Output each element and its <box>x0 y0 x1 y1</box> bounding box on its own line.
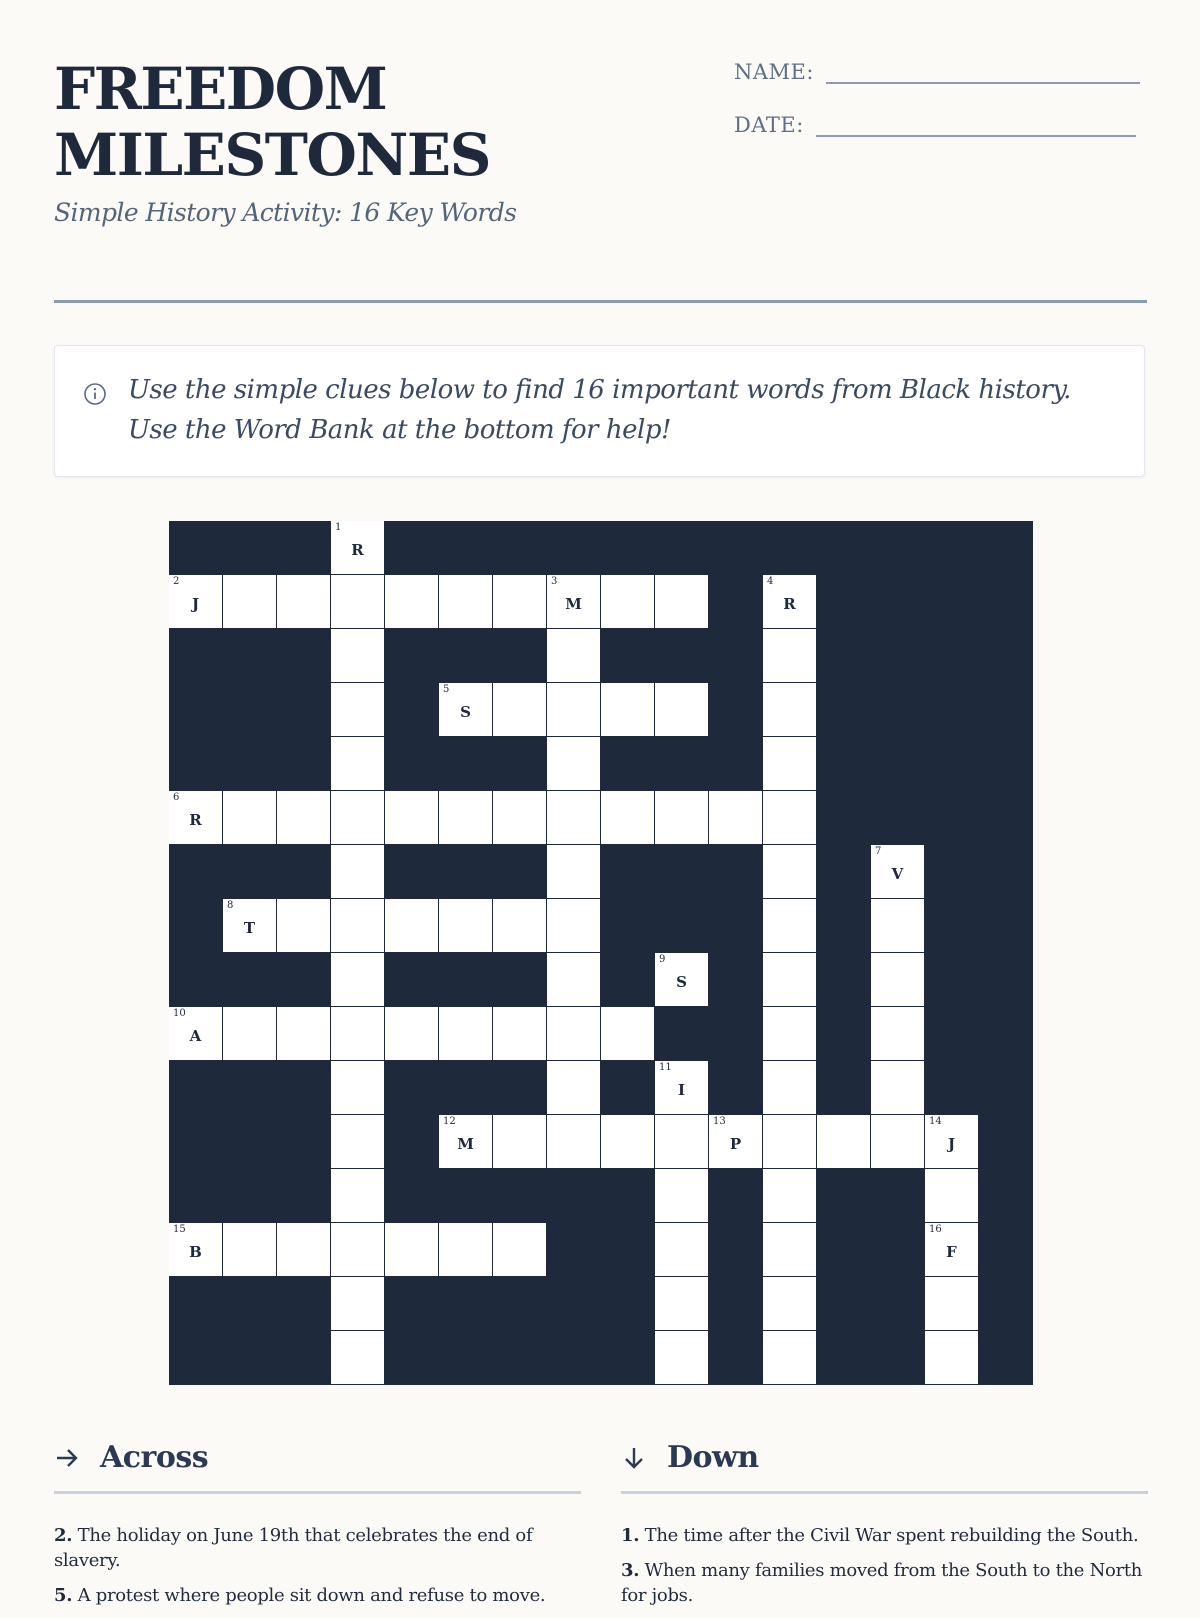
crossword-cell[interactable] <box>439 683 492 736</box>
crossword-cell[interactable] <box>547 575 600 628</box>
crossword-cell[interactable] <box>763 1115 816 1168</box>
crossword-cell[interactable] <box>331 899 384 952</box>
crossword-cell[interactable] <box>493 575 546 628</box>
starting-letter: R <box>783 595 796 613</box>
name-field[interactable] <box>734 60 1140 84</box>
crossword-cell[interactable] <box>763 1331 816 1384</box>
crossword-cell[interactable] <box>385 575 438 628</box>
crossword-cell[interactable] <box>925 1331 978 1384</box>
clue-number: 8 <box>227 900 234 911</box>
crossword-cell[interactable] <box>547 899 600 952</box>
crossword-cell[interactable] <box>547 845 600 898</box>
crossword-cell[interactable] <box>223 791 276 844</box>
crossword-cell[interactable] <box>493 899 546 952</box>
down-header <box>621 1440 759 1475</box>
crossword-cell[interactable] <box>763 953 816 1006</box>
date-field[interactable] <box>734 113 1136 137</box>
crossword-cell[interactable] <box>169 575 222 628</box>
down-clues <box>621 1523 1148 1618</box>
crossword-cell[interactable] <box>385 1007 438 1060</box>
clue-number: 10 <box>173 1008 186 1019</box>
crossword-cell[interactable] <box>601 1007 654 1060</box>
clue-number: 2 <box>173 576 180 587</box>
crossword-cell[interactable] <box>385 899 438 952</box>
clue-number: 16 <box>929 1224 942 1235</box>
crossword-cell[interactable] <box>439 791 492 844</box>
starting-letter: P <box>729 1135 742 1153</box>
crossword-cell[interactable] <box>331 791 384 844</box>
starting-letter: R <box>189 811 202 829</box>
across-clue: 5. A protest where people sit down and refuse to move. <box>54 1585 546 1606</box>
clue-number: 1 <box>335 522 342 533</box>
crossword-cell[interactable] <box>547 629 600 682</box>
starting-letter: M <box>457 1135 474 1153</box>
crossword-cell[interactable] <box>331 845 384 898</box>
crossword-cell[interactable] <box>331 953 384 1006</box>
crossword-cell[interactable] <box>655 1169 708 1222</box>
starting-letter: M <box>565 595 582 613</box>
crossword-cell[interactable] <box>655 791 708 844</box>
clue-number: 15 <box>173 1224 186 1235</box>
crossword-cell[interactable] <box>709 791 762 844</box>
instructions-text: Use the simple clues below to find 16 important words from Black history. Use the Word Bank at the bottom for help! <box>128 375 1071 445</box>
crossword-cell[interactable] <box>871 1007 924 1060</box>
info-circle-icon <box>83 382 107 406</box>
crossword-cell[interactable] <box>763 737 816 790</box>
crossword-cell[interactable] <box>439 575 492 628</box>
crossword-cell[interactable] <box>601 575 654 628</box>
down-divider <box>621 1491 1148 1494</box>
starting-letter: S <box>676 973 687 991</box>
worksheet-title <box>54 56 490 188</box>
starting-letter: F <box>946 1243 957 1261</box>
crossword-cell[interactable] <box>763 683 816 736</box>
crossword-cell[interactable] <box>655 575 708 628</box>
crossword-cell[interactable] <box>763 845 816 898</box>
arrow-right-icon <box>54 1445 80 1471</box>
date-line[interactable] <box>816 115 1136 137</box>
starting-letter: S <box>460 703 471 721</box>
crossword-cell[interactable] <box>439 1223 492 1276</box>
crossword-cell[interactable] <box>655 1061 708 1114</box>
crossword-cell[interactable] <box>547 953 600 1006</box>
down-clue: 1. The time after the Civil War spent rebuilding the South. <box>621 1525 1139 1546</box>
crossword-cell[interactable] <box>331 1115 384 1168</box>
crossword-cell[interactable] <box>763 1223 816 1276</box>
crossword-cell[interactable] <box>871 899 924 952</box>
arrow-down-icon <box>621 1445 647 1471</box>
crossword-cell[interactable] <box>385 791 438 844</box>
crossword-cell[interactable] <box>763 575 816 628</box>
crossword-grid <box>169 521 1033 1385</box>
crossword-cell[interactable] <box>655 1277 708 1330</box>
crossword-cell[interactable] <box>871 1115 924 1168</box>
crossword-cell[interactable] <box>655 683 708 736</box>
crossword-cell[interactable] <box>547 683 600 736</box>
starting-letter: V <box>891 865 904 883</box>
starting-letter: R <box>351 541 364 559</box>
crossword-cell[interactable] <box>223 575 276 628</box>
crossword-cell[interactable] <box>493 1007 546 1060</box>
crossword-cell[interactable] <box>277 791 330 844</box>
crossword-cell[interactable] <box>655 1331 708 1384</box>
down-title: Down <box>667 1440 759 1475</box>
crossword-cell[interactable] <box>925 1277 978 1330</box>
crossword-cell[interactable] <box>871 953 924 1006</box>
crossword-cell[interactable] <box>655 953 708 1006</box>
clue-number: 4 <box>767 576 774 587</box>
crossword-cell[interactable] <box>763 629 816 682</box>
crossword-cell[interactable] <box>601 791 654 844</box>
crossword-cell[interactable] <box>763 1061 816 1114</box>
starting-letter: J <box>191 595 200 613</box>
crossword-cell[interactable] <box>277 1223 330 1276</box>
crossword-cell[interactable] <box>169 1007 222 1060</box>
crossword-cell[interactable] <box>763 1169 816 1222</box>
crossword-cell[interactable] <box>385 1223 438 1276</box>
crossword-cell[interactable] <box>331 629 384 682</box>
clue-number: 7 <box>875 846 882 857</box>
title-line-1: FREEDOM <box>54 55 387 123</box>
crossword-cell[interactable] <box>763 791 816 844</box>
down-clue: 3. When many families moved from the South to the North for jobs. <box>621 1560 1143 1606</box>
crossword-cell[interactable] <box>223 1007 276 1060</box>
crossword-cell[interactable] <box>223 899 276 952</box>
crossword-cell[interactable] <box>493 1115 546 1168</box>
crossword-cell[interactable] <box>925 1115 978 1168</box>
crossword-cell[interactable] <box>331 737 384 790</box>
name-line[interactable] <box>826 62 1140 84</box>
crossword-cell[interactable] <box>655 1115 708 1168</box>
crossword-cell[interactable] <box>925 1223 978 1276</box>
crossword-cell[interactable] <box>871 845 924 898</box>
crossword-cell[interactable] <box>871 1061 924 1114</box>
crossword-cell[interactable] <box>169 1223 222 1276</box>
crossword-cell[interactable] <box>331 1007 384 1060</box>
crossword-cell[interactable] <box>763 1277 816 1330</box>
crossword-cell[interactable] <box>277 1007 330 1060</box>
date-label: DATE: <box>734 113 804 137</box>
crossword-cell[interactable] <box>331 683 384 736</box>
crossword-cell[interactable] <box>223 1223 276 1276</box>
across-clue: 2. The holiday on June 19th that celebrates the end of slavery. <box>54 1525 533 1571</box>
clue-number: 12 <box>443 1116 456 1127</box>
crossword-cell[interactable] <box>493 791 546 844</box>
starting-letter: B <box>189 1243 202 1261</box>
crossword-cell[interactable] <box>331 1223 384 1276</box>
clue-number: 13 <box>713 1116 726 1127</box>
crossword-cell[interactable] <box>763 1007 816 1060</box>
header-divider <box>54 300 1147 303</box>
instructions-box <box>54 345 1145 477</box>
crossword-cell[interactable] <box>547 1007 600 1060</box>
across-divider <box>54 1491 581 1494</box>
crossword-cell[interactable] <box>493 1223 546 1276</box>
clue-number: 11 <box>659 1062 672 1073</box>
crossword-cell[interactable] <box>547 791 600 844</box>
crossword-cell[interactable] <box>277 575 330 628</box>
clue-number: 3 <box>551 576 558 587</box>
crossword-cell[interactable] <box>439 1007 492 1060</box>
crossword-cell[interactable] <box>547 1115 600 1168</box>
crossword-cell[interactable] <box>277 899 330 952</box>
crossword-cell[interactable] <box>331 1331 384 1384</box>
title-line-2: MILESTONES <box>54 121 491 189</box>
crossword-cell[interactable] <box>493 683 546 736</box>
crossword-cell[interactable] <box>169 791 222 844</box>
crossword-cell[interactable] <box>331 575 384 628</box>
crossword-cell[interactable] <box>655 1223 708 1276</box>
crossword-cell[interactable] <box>547 737 600 790</box>
starting-letter: T <box>243 919 256 937</box>
crossword-cell[interactable] <box>601 683 654 736</box>
crossword-cell[interactable] <box>817 1115 870 1168</box>
crossword-cell[interactable] <box>439 899 492 952</box>
worksheet-subtitle: Simple History Activity: 16 Key Words <box>54 198 517 227</box>
clue-number: 5 <box>443 684 450 695</box>
crossword-cell[interactable] <box>547 1061 600 1114</box>
across-clues <box>54 1523 581 1618</box>
crossword-cell[interactable] <box>925 1169 978 1222</box>
starting-letter: I <box>677 1081 686 1099</box>
clue-number: 14 <box>929 1116 942 1127</box>
crossword-cell[interactable] <box>331 1169 384 1222</box>
starting-letter: A <box>189 1027 202 1045</box>
clue-number: 9 <box>659 954 666 965</box>
across-header <box>54 1440 208 1475</box>
across-title: Across <box>100 1440 209 1475</box>
crossword-cell[interactable] <box>331 1277 384 1330</box>
starting-letter: J <box>947 1135 956 1153</box>
crossword-cell[interactable] <box>763 899 816 952</box>
name-label: NAME: <box>734 60 814 84</box>
crossword-cell[interactable] <box>331 521 384 574</box>
crossword-cell[interactable] <box>331 1061 384 1114</box>
clue-number: 6 <box>173 792 180 803</box>
crossword-cell[interactable] <box>439 1115 492 1168</box>
crossword-cell[interactable] <box>601 1115 654 1168</box>
crossword-cell[interactable] <box>709 1115 762 1168</box>
